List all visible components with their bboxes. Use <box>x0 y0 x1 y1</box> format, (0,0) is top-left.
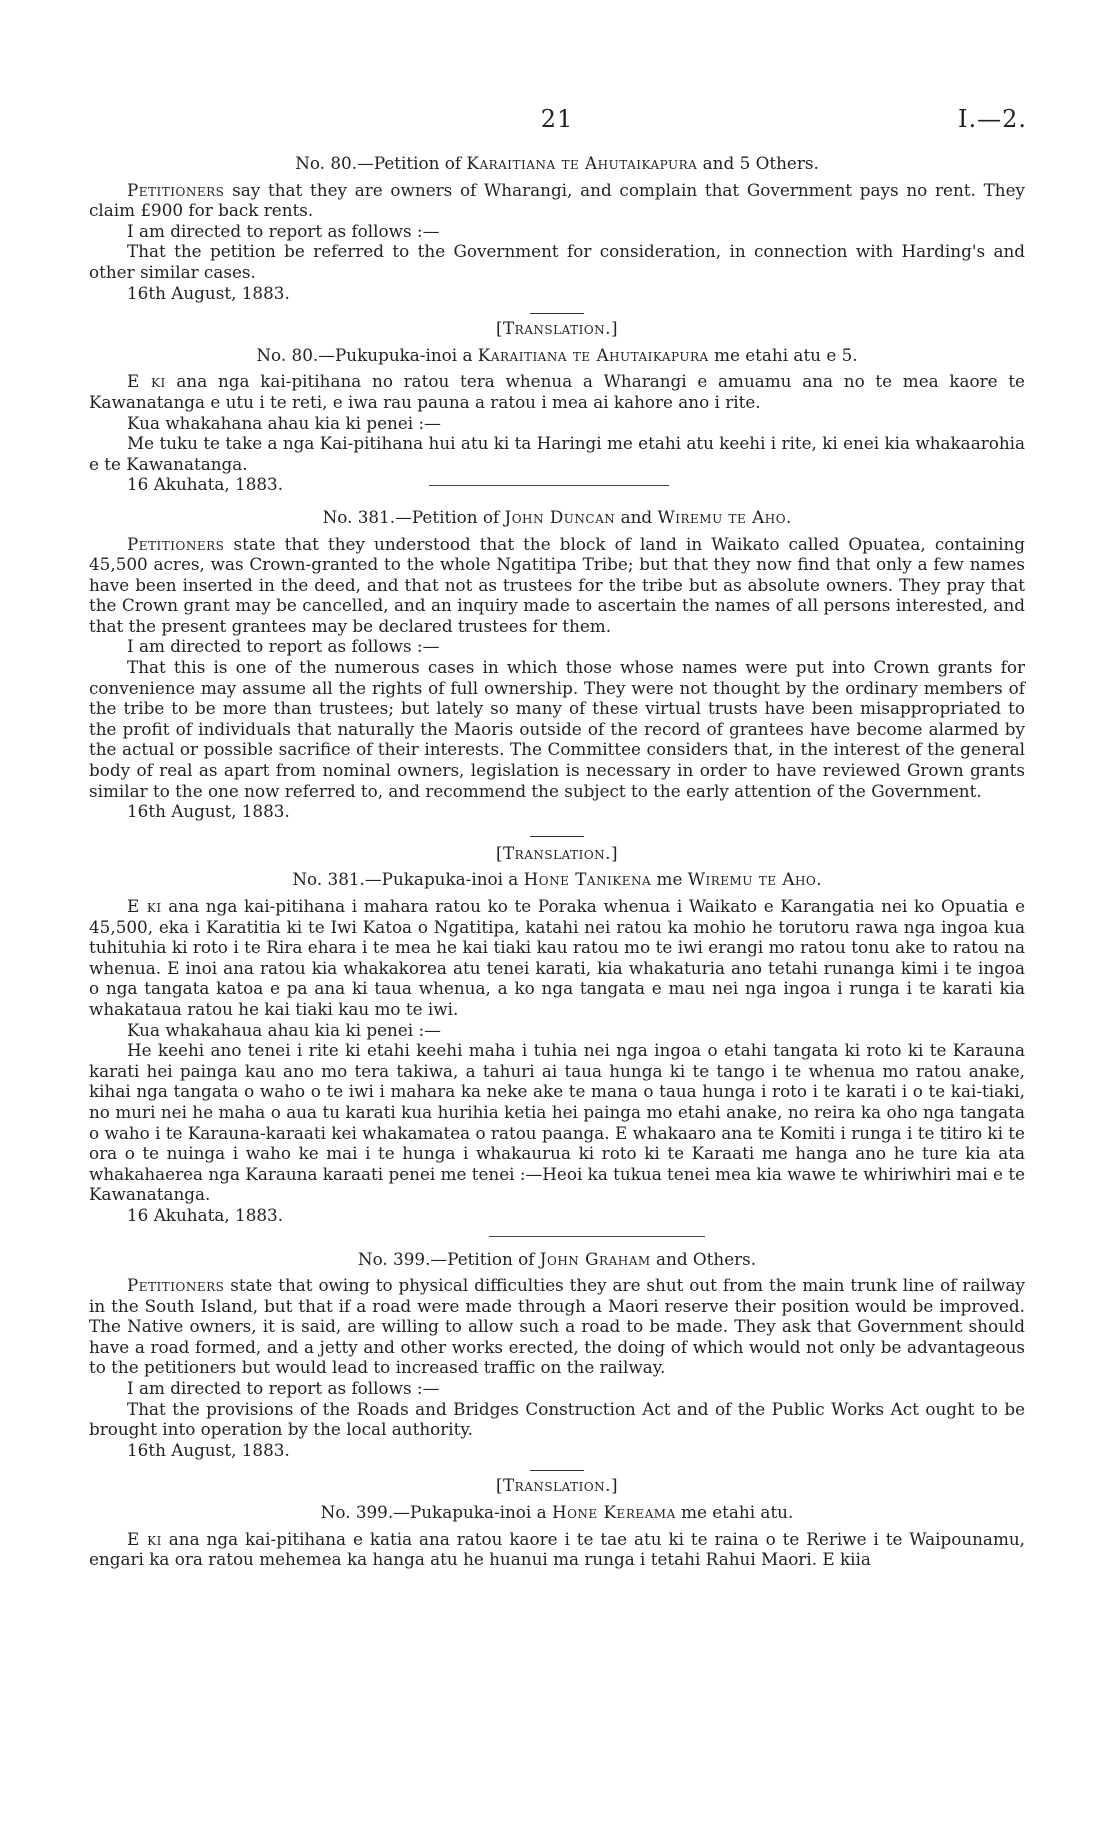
heading-suffix: me etahi atu e 5. <box>708 344 858 365</box>
lead-word: Petitioners <box>127 1275 225 1296</box>
translation-report-80: Me tuku te take a nga Kai-pitihana hui atu ki ta Haringi me etahi atu keehi i rite, ki enei kia whakaarohia e te Kawanatanga. <box>89 433 1025 474</box>
paragraph-text: ana nga kai-pitihana no ratou tera whenua a Wharangi e amuamu ana no te mea kaore te Kawanatanga e utu i te reti, e iwa rau pauna a ratou i mea ai kahore ano i rite. <box>89 371 1025 412</box>
heading-prefix: No. 399.—Petition of <box>357 1248 540 1269</box>
report-paragraph-399: That the provisions of the Roads and Bridges Construction Act and of the Public Works Act ought to be brought into operation by the local authority. <box>89 1398 1025 1440</box>
section-heading-80 <box>89 153 1025 174</box>
translation-label: [Translation.] <box>495 318 619 339</box>
petitioner-names-2: Wiremu te Aho <box>687 869 817 890</box>
translation-date-381: 16 Akuhata, 1883. <box>127 1204 284 1225</box>
petitioner-names: Karaitiana te Ahutaikapura <box>477 344 709 365</box>
lead-word: Petitioners <box>127 533 225 554</box>
paragraph-text: state that they understood that the block of land in Waikato called Opuatea, containing 45,500 acres, was Crown-granted to the whole Ngatitipa Tribe; but that they now find that only a few names have been inserted in the deed, and that not as trustees for the tribe but as absolute owners. They pray that the Crown grant may be cancelled, and an inquiry made to ascertain the names of all persons interested, and that the present grantees may be declared trustees for them. <box>89 533 1025 636</box>
heading-prefix: No. 80.—Petition of <box>295 153 467 173</box>
lead-word: E ki <box>127 1528 162 1549</box>
directed-line-399: I am directed to report as follows :— <box>127 1378 440 1399</box>
petition-paragraph-399 <box>89 1275 1025 1378</box>
petition-paragraph-381 <box>89 534 1025 637</box>
paragraph-text: ana nga kai-pitihana i mahara ratou ko te Poraka whenua i Waikato e Karangatia nei ko Opuatia e 45,500, eka i Karatitia ki te Iwi Katoa o Ngatitipa, katahi nei ratou ka mohio he torutoru rawa nga ingoa kua tuhituhia ki roto i te Rira ehara i te mea he kai tiaki kau ratou mo te iwi erangi mo ratou tonu ake to ratou na whenua. E inoi ana ratou kia whakakorea atu tenei karati, kia whakaturia ano tetahi runanga kimi i te ingoa o nga tangata katoa e pa ana ki taua whenua, a ko nga tangata e mau nei nga ingoa i runga i te karati kia whakataua ratou he kai tiaki kau mo te iwi. <box>89 896 1026 1019</box>
heading-suffix: and Others. <box>650 1248 757 1269</box>
section-divider <box>530 313 584 314</box>
lead-word: E ki <box>127 371 166 392</box>
translation-paragraph-399 <box>89 1529 1025 1570</box>
directed-line-381: I am directed to report as follows :— <box>127 636 440 657</box>
heading-prefix: No. 381.—Petition of <box>322 506 505 527</box>
date-line-381: 16th August, 1883. <box>127 801 290 822</box>
section-divider-long <box>429 485 669 486</box>
paragraph-text: ana nga kai-pitihana e katia ana ratou kaore i te tae atu ki te raina o te Reriwe i te Waipounamu, engari ka ora ratou mehemea ka hanga atu he huanui ma runga i tetahi Rahui Maori. E kiia <box>89 1528 1025 1570</box>
heading-mid: me <box>651 869 688 890</box>
date-line-399: 16th August, 1883. <box>127 1439 290 1460</box>
petitioner-names: John Duncan <box>504 506 616 527</box>
section-divider-long <box>489 1236 705 1237</box>
petitioner-names-2: Wiremu te Aho <box>657 506 787 527</box>
translation-label: [Translation.] <box>495 1475 619 1496</box>
paragraph-text: say that they are owners of Wharangi, and complain that Government pays no rent. They claim £900 for back rents. <box>89 179 1025 221</box>
heading-prefix: No. 381.—Pukapuka-inoi a <box>292 869 524 890</box>
heading-prefix: No. 399.—Pukapuka-inoi a <box>320 1502 552 1523</box>
section-divider <box>530 1470 584 1471</box>
heading-suffix: . <box>786 506 792 527</box>
translation-paragraph-80 <box>89 371 1025 412</box>
date-line-80: 16th August, 1883. <box>127 282 290 303</box>
translation-heading-80 <box>89 345 1025 366</box>
translation-directed-381: Kua whakahaua ahau kia ki penei :— <box>127 1019 441 1040</box>
directed-line-80: I am directed to report as follows :— <box>127 220 440 241</box>
paragraph-text: state that owing to physical difficulties they are shut out from the main trunk line of railway in the South Island, but that if a road were made through a Maori reserve their position would be improved. The Native owners, it is said, are willing to allow such a road to be made. They ask that Government should have a road formed, and a jetty and other works erected, the doing of which would not only be advantageous to the petitioners but would lead to increased traffic on the railway. <box>89 1275 1025 1378</box>
translation-paragraph-381 <box>89 896 1025 1020</box>
petitioner-names: Hone Kereama <box>551 1502 676 1523</box>
section-heading-381 <box>89 507 1025 528</box>
heading-suffix: me etahi atu. <box>675 1502 794 1523</box>
lead-word: E ki <box>127 896 162 916</box>
heading-mid: and <box>615 506 658 527</box>
translation-date-80: 16 Akuhata, 1883. <box>89 474 1025 495</box>
petitioner-names: Hone Tanikena <box>523 869 652 890</box>
translation-heading-399 <box>89 1502 1025 1523</box>
section-divider <box>530 836 584 837</box>
document-reference: I.—2. <box>957 105 1027 133</box>
heading-suffix: . <box>816 869 822 890</box>
translation-label: [Translation.] <box>495 842 619 863</box>
section-heading-399 <box>89 1249 1025 1270</box>
lead-word: Petitioners <box>127 179 225 200</box>
petitioner-names: Karaitiana te Ahutaikapura <box>466 153 698 173</box>
translation-report-381: He keehi ano tenei i rite ki etahi keehi maha i tuhia nei nga ingoa o etahi tangata ki roto ki te Karauna karati hei painga kau ano mo tera takiwa, a tahuri ai taua hunga ki te tango i te whenua mo ratou anake, kihai nga tangata o waho o te iwi i mahara ka neke ake te mana o taua hunga i roto i te karati i o te kai-tiaki, no muri nei he maha o aua tu karati kua hurihia ketia hei painga mo etahi anake, no reira ka oho nga tangata o waho i te Karauna-karaati kei whakamatea o ratou paanga. E whakaaro ana te Komiti i runga i te titiro ki te ora o te nuinga i waho ke mai i te hunga i whakaurua ki roto ki te Karaati me hanga ano he ture kia ata whakahaerea nga Karauna karaati penei me tenei :—Heoi ka tukua tenei mea kia wawe te whiriwhiri mai e te Kawanatanga. <box>89 1040 1025 1205</box>
document-body <box>89 153 1025 1570</box>
heading-suffix: and 5 Others. <box>697 153 819 173</box>
page-number: 21 <box>540 105 574 133</box>
heading-prefix: No. 80.—Pukupuka-inoi a <box>256 344 478 365</box>
report-paragraph-80: That the petition be referred to the Government for consideration, in connection with Harding's and other similar cases. <box>89 241 1025 282</box>
translation-directed-80: Kua whakahana ahau kia ki penei :— <box>127 412 441 433</box>
petitioner-names: John Graham <box>539 1248 651 1269</box>
petition-paragraph-80 <box>89 180 1025 221</box>
report-paragraph-381: That this is one of the numerous cases in which those whose names were put into Crown grants for convenience may assume all the rights of full ownership. They were not thought by the ordinary members of the tribe to be more than trustees; but lately so many of these virtual trusts have been misappropriated to the profit of individuals that naturally the Maoris outside of the record of grantees have become alarmed by the actual or possible sacrifice of their interests. The Committee considers that, in the interest of the general body of real as apart from nominal owners, legislation is necessary in order to have reviewed Grown grants similar to the one now referred to, and recommend the subject to the early attention of the Government. <box>89 657 1025 801</box>
translation-heading-381 <box>89 869 1025 890</box>
